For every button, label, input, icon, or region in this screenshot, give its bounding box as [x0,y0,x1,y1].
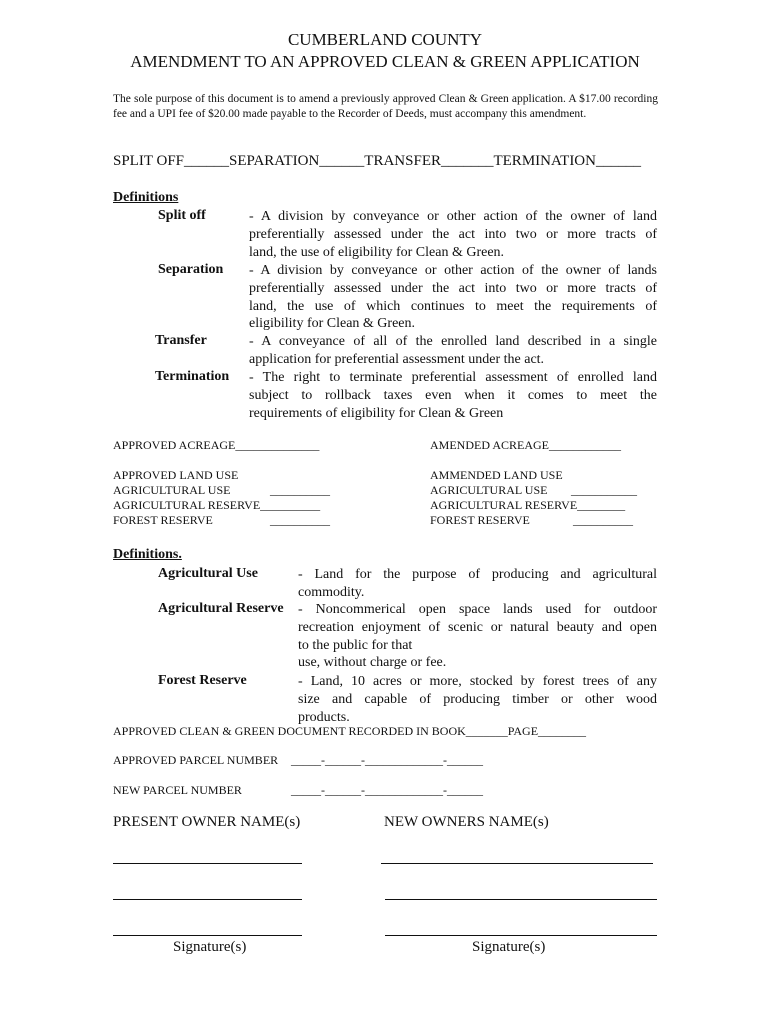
amended-forest-reserve-blank[interactable]: __________ [573,513,633,527]
term-transfer: Transfer [155,333,207,348]
definitions-heading: Definitions [113,190,179,205]
present-owner-label: PRESENT OWNER NAME(s) [113,814,301,830]
signature-label-right: Signature(s) [472,939,546,955]
approved-parcel-number-field[interactable]: _____-______-_____________-______ [291,753,483,767]
approved-agricultural-reserve-field[interactable]: AGRICULTURAL RESERVE__________ [113,498,321,512]
approved-agricultural-use-label: AGRICULTURAL USE [113,483,231,497]
definition-split-off: - A division by conveyance or other action of the owner of land preferentially assessed under the act into two or more tracts of land, the use of eligibility for Clean & Green. [249,209,657,260]
present-owner-signature-line[interactable] [113,935,302,936]
new-owner-name-line-2[interactable] [385,899,657,900]
term-separation: Separation [158,262,224,277]
present-owner-name-line-2[interactable] [113,899,302,900]
approved-parcel-label: APPROVED PARCEL NUMBER [113,753,279,767]
definition-transfer: - A conveyance of all of the enrolled land described in a single application for preferential assessment under the act. [249,334,657,367]
document-title: AMENDMENT TO AN APPROVED CLEAN & GREEN APPLICATION [130,52,640,71]
new-parcel-label: NEW PARCEL NUMBER [113,783,242,797]
amended-agricultural-use-label: AGRICULTURAL USE [430,483,548,497]
new-owners-label: NEW OWNERS NAME(s) [384,814,549,830]
term-agricultural-use: Agricultural Use [158,566,258,581]
definition-agricultural-reserve: - Noncommerical open space lands used for outdoor recreation enjoyment of scenic or natural beauty and open to the public for that use, without charge or fee. [298,602,657,671]
new-owner-name-line-1[interactable] [381,863,653,864]
recorded-book-page-field[interactable]: APPROVED CLEAN & GREEN DOCUMENT RECORDED IN BOOK_______PAGE________ [113,724,587,738]
present-owner-name-line-1[interactable] [113,863,302,864]
definitions-heading-2: Definitions. [113,547,182,562]
intro-paragraph: The sole purpose of this document is to amend a previously approved Clean & Green application. A $17.00 recording fee and a UPI fee of $20.00 made payable to the Recorder of Deeds, must accompany this amendment. [113,93,658,120]
definition-forest-reserve: - Land, 10 acres or more, stocked by forest trees of any size and capable of producing timber or other wood products. [298,674,657,725]
term-agricultural-reserve: Agricultural Reserve [158,601,284,616]
term-termination: Termination [155,369,230,384]
amended-agricultural-use-blank[interactable]: ___________ [571,483,637,497]
definition-separation: - A division by conveyance or other action of the owner of lands preferentially assessed under the act into two or more tracts of land, the use of which continues to meet the requirements of eligibility for Clean & Green. [249,263,657,332]
amended-acreage-field[interactable]: AMENDED ACREAGE____________ [430,438,621,452]
amended-agricultural-reserve-field[interactable]: AGRICULTURAL RESERVE________ [430,498,626,512]
term-split-off: Split off [158,208,206,223]
approved-agricultural-use-blank[interactable]: __________ [270,483,330,497]
amended-land-use-label: AMMENDED LAND USE [430,468,563,482]
amended-forest-reserve-label: FOREST RESERVE [430,513,530,527]
signature-label-left: Signature(s) [173,939,247,955]
approved-forest-reserve-label: FOREST RESERVE [113,513,213,527]
new-owner-signature-line[interactable] [385,935,657,936]
new-parcel-number-field[interactable]: _____-______-_____________-______ [291,783,483,797]
change-type-line[interactable]: SPLIT OFF______SEPARATION______TRANSFER_______TERMINATION______ [113,153,641,169]
county-title: CUMBERLAND COUNTY [287,30,483,49]
term-forest-reserve: Forest Reserve [158,673,247,688]
definition-agricultural-use: - Land for the purpose of producing and agricultural commodity. [298,567,657,600]
definition-termination: - The right to terminate preferential assessment of enrolled land subject to rollback taxes even when it comes to meet the requirements of eligibility for Clean & Green [249,370,657,421]
approved-acreage-field[interactable]: APPROVED ACREAGE______________ [113,438,320,452]
approved-forest-reserve-blank[interactable]: __________ [270,513,330,527]
approved-land-use-label: APPROVED LAND USE [113,468,239,482]
